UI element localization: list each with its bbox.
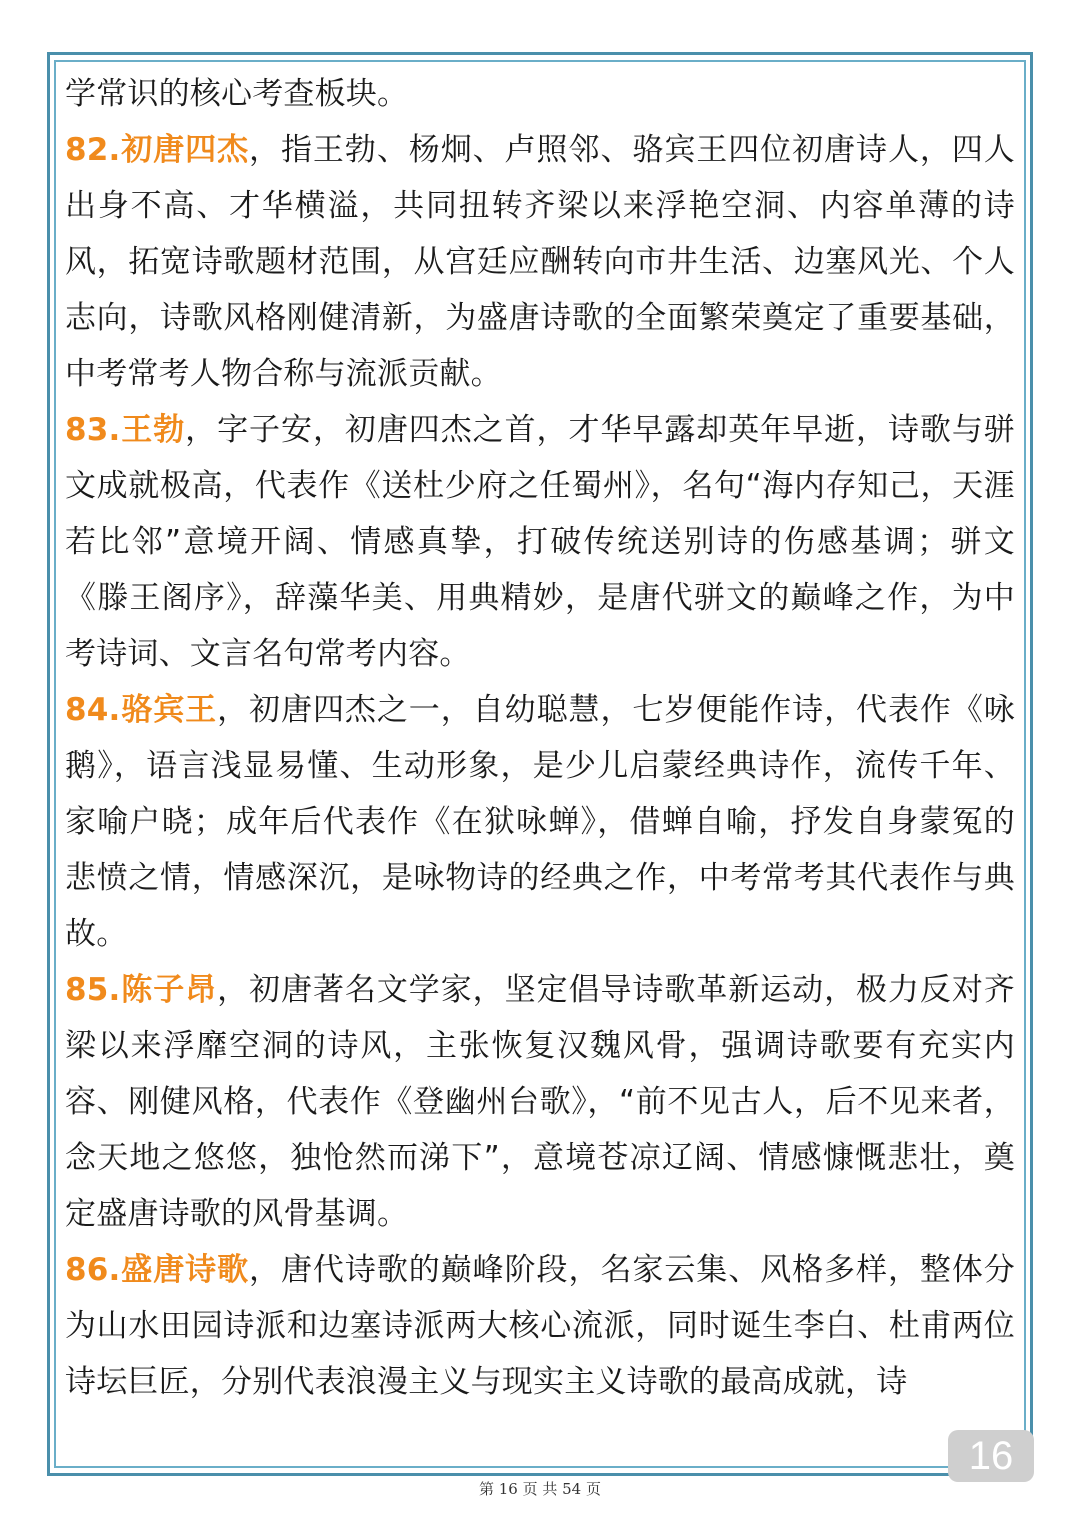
entry-text: ，唐代诗歌的巅峰阶段，名家云集、风格多样，整体分为山水田园诗派和边塞诗派两大核心流派，同时诞生李白、杜甫两位诗坛巨匠，分别代表浪漫主义与现实主义诗歌的最高成就，诗 <box>65 1252 1015 1400</box>
entry-86 <box>65 1242 1015 1410</box>
page-footer: 第 16 页 共 54 页 <box>478 1480 601 1498</box>
entry-keyword: 83.王勃 <box>65 412 186 448</box>
entry-keyword: 82.初唐四杰 <box>65 132 250 168</box>
page-number-badge: 16 <box>948 1430 1034 1482</box>
entry-text: ，指王勃、杨炯、卢照邻、骆宾王四位初唐诗人，四人出身不高、才华横溢，共同扭转齐梁以来浮艳空洞、内容单薄的诗风，拓宽诗歌题材范围，从宫廷应酬转向市井生活、边塞风光、个人志向，诗歌风格刚健清新，为盛唐诗歌的全面繁荣奠定了重要基础，中考常考人物合称与流派贡献。 <box>65 132 1015 392</box>
entry-text: ，字子安，初唐四杰之首，才华早露却英年早逝，诗歌与骈文成就极高，代表作《送杜少府之任蜀州》，名句“海内存知己，天涯若比邻”意境开阔、情感真挚，打破传统送别诗的伤感基调；骈文《滕王阁序》，辞藻华美、用典精妙，是唐代骈文的巅峰之作，为中考诗词、文言名句常考内容。 <box>65 412 1015 672</box>
document-body <box>65 66 1015 1410</box>
entry-83 <box>65 402 1015 682</box>
entry-keyword: 85.陈子昂 <box>65 972 218 1008</box>
entry-text: ，初唐四杰之一，自幼聪慧，七岁便能作诗，代表作《咏鹅》，语言浅显易懂、生动形象，是少儿启蒙经典诗作，流传千年、家喻户晓；成年后代表作《在狱咏蝉》，借蝉自喻，抒发自身蒙冤的悲愤之情，情感深沉，是咏物诗的经典之作，中考常考其代表作与典故。 <box>65 692 1015 952</box>
entry-text: ，初唐著名文学家，坚定倡导诗歌革新运动，极力反对齐梁以来浮靡空洞的诗风，主张恢复汉魏风骨，强调诗歌要有充实内容、刚健风格，代表作《登幽州台歌》，“前不见古人，后不见来者，念天地之悠悠，独怆然而涕下”，意境苍凉辽阔、情感慷慨悲壮，奠定盛唐诗歌的风骨基调。 <box>65 972 1015 1232</box>
entry-keyword: 84.骆宾王 <box>65 692 218 728</box>
entry-85 <box>65 962 1015 1242</box>
entry-82 <box>65 122 1015 402</box>
entry-84 <box>65 682 1015 962</box>
entry-keyword: 86.盛唐诗歌 <box>65 1252 250 1288</box>
intro-line: 学常识的核心考查板块。 <box>65 76 409 112</box>
